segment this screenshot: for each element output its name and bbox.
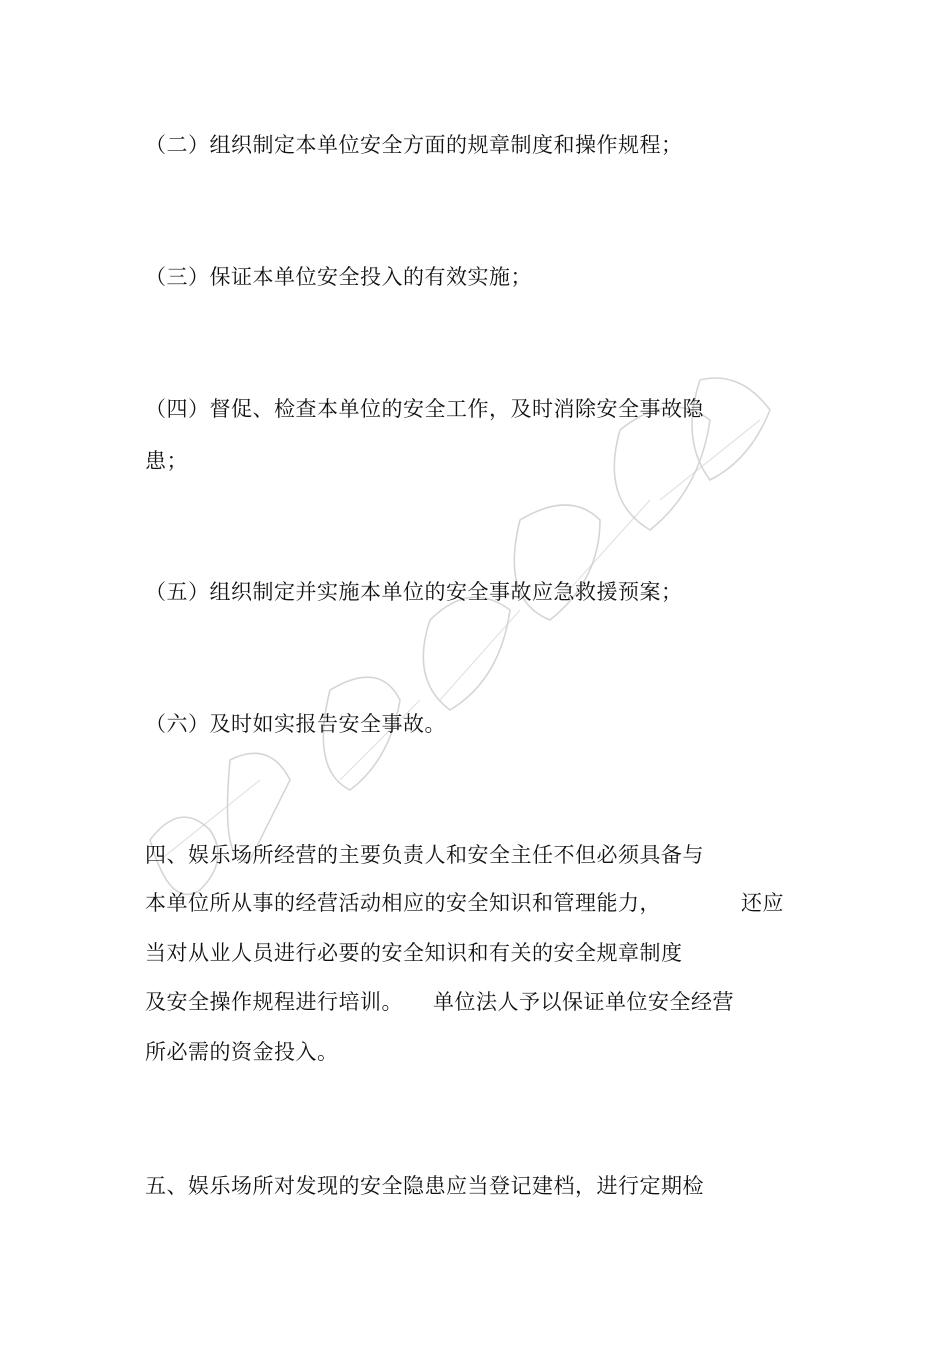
section-4-line2 [145,889,784,917]
list-item-4-line2: 患； [145,449,188,473]
list-item-2: （二）组织制定本单位安全方面的规章制度和操作规程； [145,133,683,157]
section-4-line3: 当对从业人员进行必要的安全知识和有关的安全规章制度 [145,941,683,965]
list-item-3: （三）保证本单位安全投入的有效实施； [145,265,532,289]
section-4-line1: 四、娱乐场所经营的主要负责人和安全主任不但必须具备与 [145,843,704,867]
list-item-4-line1: （四）督促、检查本单位的安全工作，及时消除安全事故隐 [145,397,704,421]
section-4-line4-text-a: 及安全操作规程进行培训。 [145,990,403,1014]
section-4-line2-text-b: 还应 [741,891,784,915]
section-4-line4-text-b: 单位法人予以保证单位安全经营 [433,990,734,1014]
section-4-line2-text-a: 本单位所从事的经营活动相应的安全知识和管理能力， [145,891,661,915]
list-item-6: （六）及时如实报告安全事故。 [145,712,446,736]
section-5-line1: 五、娱乐场所对发现的安全隐患应当登记建档，进行定期检 [145,1174,704,1198]
section-4-line5: 所必需的资金投入。 [145,1040,339,1064]
list-item-5: （五）组织制定并实施本单位的安全事故应急救援预案； [145,580,683,604]
section-4-line4 [145,988,734,1016]
